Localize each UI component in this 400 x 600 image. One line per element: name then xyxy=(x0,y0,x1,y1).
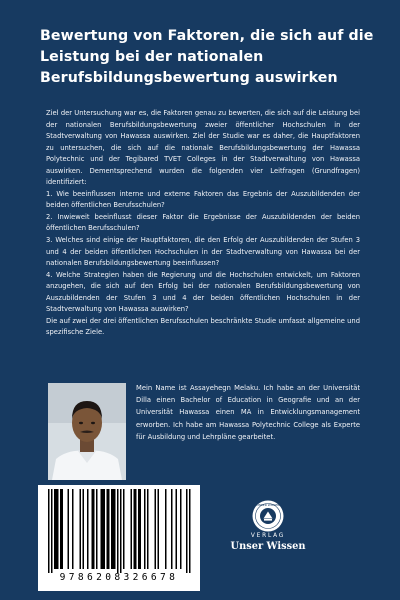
author-photo xyxy=(48,383,126,480)
barcode-bar xyxy=(111,489,113,569)
barcode-bar xyxy=(176,489,178,569)
publisher-label: VERLAG xyxy=(250,533,286,539)
barcode-bar xyxy=(131,489,133,569)
barcode-bar xyxy=(68,489,70,569)
barcode-bar xyxy=(48,489,50,573)
research-question-2: 2. Inwieweit beeinflusst dieser Faktor die Ergebnisse der Auszubildenden der beiden öffentlichen Berufsschulen? xyxy=(46,212,360,233)
barcode-bar xyxy=(138,489,140,569)
research-question-4: 4. Welche Strategien haben die Regierung und die Hochschulen entwickelt, um Faktoren anzugehen, die sich auf den Erfolg bei der nationalen Berufsbildungsbewertung von Auszubildenden der Stufen 3 und 4 der beiden öffentlichen Hochschulen in der Stadtverwaltung von Hawassa auswirken? xyxy=(46,270,360,314)
barcode-bar xyxy=(93,489,95,569)
barcode-bar xyxy=(144,489,146,569)
publisher-name: Unser Wissen xyxy=(230,541,306,552)
barcode-bar xyxy=(108,489,110,569)
barcode-bar xyxy=(104,489,106,569)
isbn-number: 9786208326678 xyxy=(59,572,179,583)
book-title: Bewertung von Faktoren, die sich auf die Leistung bei der nationalen Berufsbildungsbewertung auswirken xyxy=(40,28,374,86)
barcode-bar xyxy=(96,489,98,569)
barcode-bar xyxy=(60,489,62,569)
research-question-1: 1. Wie beeinflussen interne und externe Faktoren das Ergebnis der Auszubildenden der beiden öffentlichen Berufsschulen? xyxy=(46,189,360,210)
abstract-text xyxy=(46,108,360,339)
barcode-bar xyxy=(83,489,85,569)
publisher-mark xyxy=(232,500,304,564)
barcode-bar xyxy=(51,489,53,573)
barcode-bar xyxy=(72,489,74,569)
barcode-bar xyxy=(80,489,82,569)
barcode-bar xyxy=(123,489,125,569)
barcode-bar xyxy=(140,489,142,569)
barcode-bar xyxy=(113,489,115,569)
author-bio: Mein Name ist Assayehegn Melaku. Ich habe an der Universität Dilla einen Bachelor of Education in Geografie und an der Universität Hawassa einen MA in Entwicklungsmanagement erworben. Ich habe am Hawassa Polytechnic College als Experte für Ausbildung und Lehrpläne gearbeitet. xyxy=(136,384,360,441)
isbn-barcode xyxy=(38,485,200,591)
barcode-bars xyxy=(38,485,200,573)
barcode-bar xyxy=(57,489,59,569)
barcode-bar xyxy=(147,489,149,569)
barcode-bar xyxy=(117,489,119,573)
barcode-bar xyxy=(155,489,157,569)
research-question-3: 3. Welches sind einige der Hauptfaktoren, die den Erfolg der Auszubildenden der Stufen 3 und 4 der beiden öffentlichen Hochschulen in der Stadtverwaltung von Hawassa bei der nationalen Berufsbildungsbewertung beeinflussen? xyxy=(46,236,360,268)
barcode-bar xyxy=(180,489,182,569)
barcode-bar xyxy=(102,489,104,569)
barcode-bar xyxy=(54,489,56,569)
barcode-bar xyxy=(171,489,173,569)
barcode-bar xyxy=(92,489,94,569)
barcode-bar xyxy=(101,489,103,569)
barcode-bar xyxy=(134,489,136,569)
abstract-paragraph: Ziel der Untersuchung war es, die Faktoren genau zu bewerten, die sich auf die Leistung bei der nationalen Berufsbildungsbewertung zweier öffentlicher Hochschulen in der Stadtverwaltung von Hawassa auswirken. Ziel der Studie war es daher, die Hauptfaktoren zu untersuchen, die sich auf die nationale Berufsbildungsbewertung der Hawassa Polytechnic und der Tegibared TVET Colleges in der Stadtverwaltung von Hawassa auswirken. Dementsprechend wurden die folgenden vier Leitfragen (Grundfragen) identifiziert: xyxy=(46,109,360,187)
abstract-closing: Die auf zwei der drei öffentlichen Berufsschulen beschränkte Studie umfasst allgemeine und spezifische Ziele. xyxy=(46,316,360,337)
barcode-bar xyxy=(135,489,137,569)
barcode-bar xyxy=(114,489,116,569)
barcode-bar xyxy=(189,489,191,573)
barcode-bar xyxy=(107,489,109,569)
barcode-bar xyxy=(87,489,89,569)
barcode-bar xyxy=(165,489,167,569)
barcode-bar xyxy=(158,489,160,569)
publisher-logo-text: UNSER WISSEN xyxy=(256,503,280,508)
barcode-bar xyxy=(56,489,58,569)
barcode-bar xyxy=(62,489,64,569)
barcode-bar xyxy=(186,489,188,573)
barcode-bar xyxy=(120,489,122,573)
publisher-logo-icon xyxy=(252,500,284,532)
